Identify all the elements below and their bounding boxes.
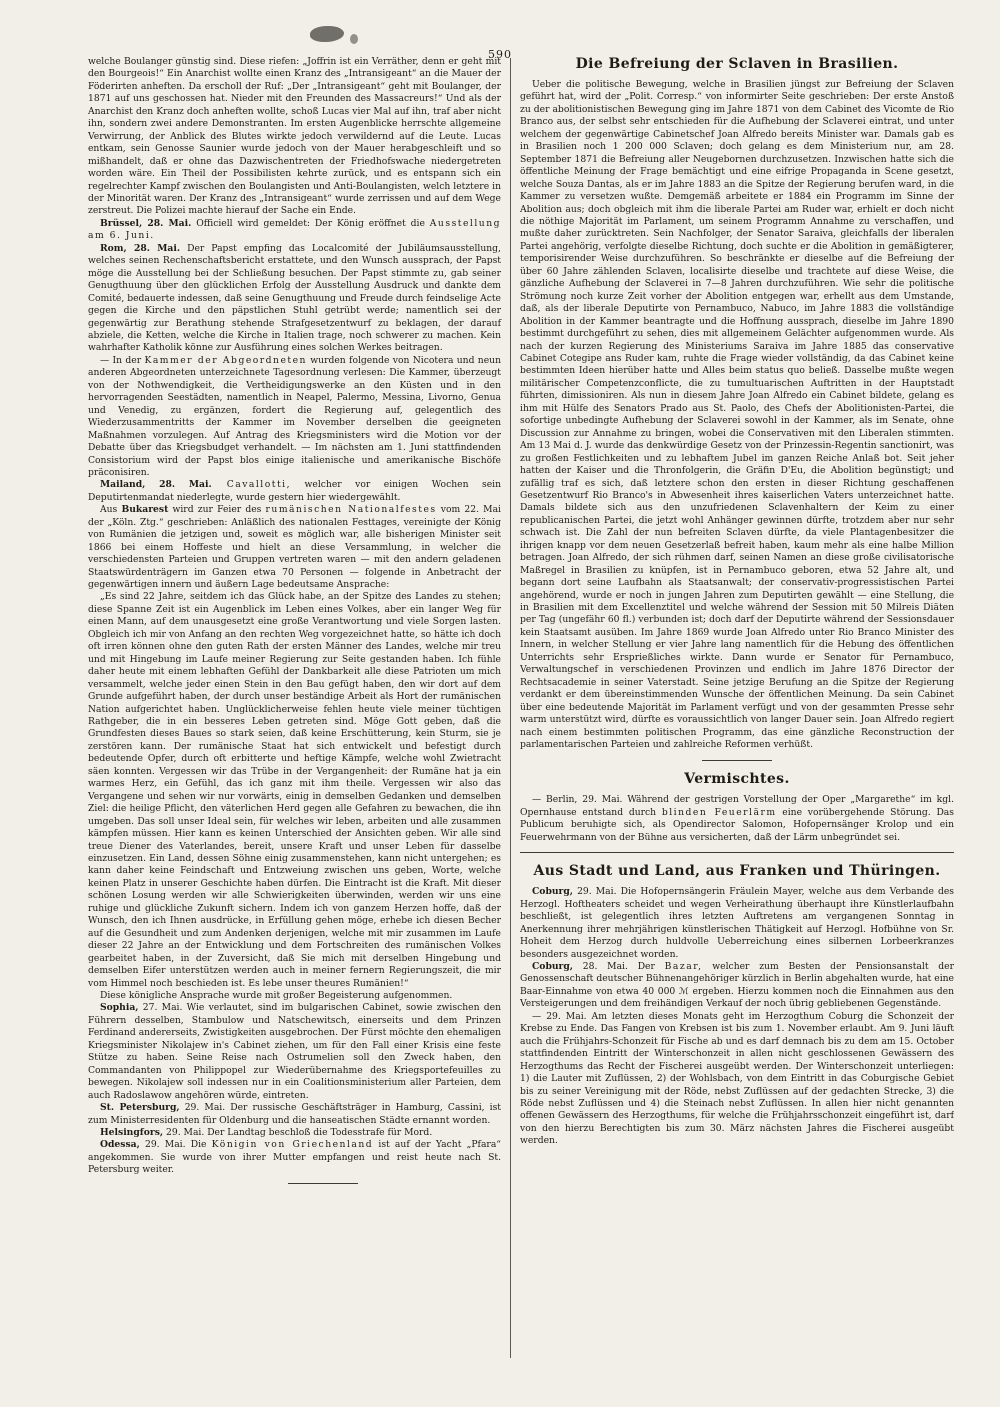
speech-reception: Diese königliche Ansprache wurde mit großer Begeisterung aufgenommen. [100, 989, 453, 1001]
dateline-helsingfors: Helsingfors, [100, 1126, 164, 1138]
section-separator [702, 760, 772, 761]
bukarest-report: Aus Bukarest wird zur Feier des rumänischen Nationalfestes vom 22. Mai der „Köln. Ztg.“ geschrieben: Anläßlich des nationalen Festtages, vereinigte der König von Rumänien die jetzigen und, soweit es möglich war, alle bisherigen Minister seit 1866 bei einem Hoffeste und hielt an diese Versammlung, in welcher die verschiedensten Parteien und Gruppen vertreten waren — mit den andern geladenen Staatswürdenträgern im Ganzen etwa 70 Personen — folgende in Anbetracht der gegenwärtigen innern und äußern Lage bedeutsame Ansprache: [88, 504, 501, 591]
odessa-report: Odessa, 29. Mai. Die Königin von Griechenland ist auf der Yacht „Pfara“ angekommen. Sie wurde von ihrer Mutter empfangen und reist heute nach St. Petersburg weiter. [88, 1139, 501, 1176]
right-column [511, 56, 954, 1366]
petersburg-report: St. Petersburg, 29. Mai. Der russische Geschäftsträger in Hamburg, Cassini, ist zum Ministerresidenten für Oldenburg und die hanseatischen Städte ernannt worden. [88, 1102, 501, 1126]
section-separator [288, 1183, 358, 1184]
dateline-petersburg: St. Petersburg, [100, 1102, 180, 1114]
headline-sclaven: Die Befreiung der Sclaven in Brasilien. [575, 56, 899, 72]
helsingfors-report: Helsingfors, 29. Mai. Der Landtag beschloß die Todesstrafe für Mord. [100, 1126, 433, 1138]
rom-report: Rom, 28. Mai. Der Papst empfing das Localcomité der Jubiläumsausstellung, welches seinen Rechenschaftsbericht erstattete, und den Wunsch aussprach, der Papst möge die Ausstellung bei der Schließung besuchen. Der Papst stimmte zu, gab seiner Genugthuung über den glücklichen Erfolg der Ausstellung Ausdruck und dankte dem Comité, bedauerte indessen, daß seine Genugthuung und Freude durch feindselige Acte gegen die Kirche und den päpstlichen Stuhl getrübt werde; namentlich sei der gegenwärtig zur Berathung stehende Strafgesetzentwurf zu beklagen, der darauf abziele, die Ketten, welche die Kirche in Italien trage, noch schwerer zu machen. Kein wahrhafter Katholik könne zur Ausführung eines solchen Werkes beitragen. [88, 242, 501, 354]
coburg-report-3: — 29. Mai. Am letzten dieses Monats geht im Herzogthum Coburg die Schonzeit der Krebse zu Ende. Das Fangen von Krebsen ist bis zum 1. November erlaubt. Am 9. Juni läuft auch die Frühjahrs-Schonzeit für Fische ab und es darf demnach bis zu dem am 15. October stattfindenden Eintritt der Winterschonzeit in allen nicht geschlossenen Gewässern des Herzogthums das Recht der Fischerei ausgeübt werden. Der Winterschonzeit unterliegen: 1) die Lauter mit Zuflüssen, 2) der Wohlsbach, von dem Eintritt in das Coburgische Gebiet bis zu seiner Vereinigung mit der Röde, nebst Zuflüssen auf der gedachten Strecke, 3) die Röde nebst Zuflüssen und 4) die Steinach nebst Zuflüssen. In allen hier nicht genannten offenen Gewässern des Herzogthums, für welche die Frühjahrsschonzeit eingeführt ist, darf von den hierzu Berechtigten bis zum 30. März nächsten Jahres die Fischerei ausgeübt werden. [520, 1010, 954, 1147]
coburg-report-2: Coburg, 28. Mai. Der Bazar, welcher zum Besten der Pensionsanstalt der Genossenschaft deutscher Bühnenangehöriger kürzlich in Berlin abgehalten wurde, hat eine Baar-Einnahme von etwa 40 000 ℳ ergeben. Hierzu kommen noch die Einnahmen aus den Versteigerungen und dem freihändigen Verkauf der noch übrig gebliebenen Gegenstände. [520, 961, 954, 1010]
kammer-report: — In der Kammer der Abgeordneten wurden folgende von Nicotera und neun anderen Abgeordneten unterzeichnete Tagesordnung verlesen: Die Kammer, überzeugt von der Nothwendigkeit, die Vertheidigungswerke an den Küsten und in den hervorragenden Seestädten, namentlich in Neapel, Palermo, Messina, Livorno, Genua und Venedig, zu ergänzen, fordert die Regierung auf, gelegentlich des Wiederzusammentritts der Kammer im November derselben die geeigneten Maßnahmen vorzulegen. Auf Antrag des Kriegsministers wird die Motion vor der Debatte über das Kriegsbudget verhandelt. — Im nächsten am 1. Juni stattfindenden Consistorium wird der Papst blos einige italienische und amerikanische Bischöfe präconisiren. [88, 354, 501, 478]
paris-report: welche Boulanger günstig sind. Diese riefen: „Joffrin ist ein Verräther, denn er geht mit den Bourgeois!“ Ein Anarchist wollte einen Kranz des „Intransigeant“ an die Mauer der Föderirten anheften. Da erscholl der Ruf: „Der „Intransigeant“ geht mit Boulanger, der 1871 auf uns geschossen hat. Nieder mit den Freunden des Massacreurs!“ Und als der Anarchist den Kranz doch anheften wollte, schoß Lucas vier Mal auf ihn, traf aber nicht ihn, sondern zwei andere Demonstranten. Im ersten Augenblicke herrschte allgemeine Verwirrung, der Anblick des Blutes wirkte jedoch verwildernd auf die Leute. Lucas entkam, sein Genosse Saunier wurde jedoch von der Mauer herabgeschleift und so mißhandelt, daß er ohne das Dazwischentreten der Friedhofswache niedergetreten worden wäre. Ein Theil der Possibilisten kehrte zurück, und es entspann sich ein regelrechter Kampf zwischen den Boulangisten und Anti-Boulangisten, welch letztere in der Minorität waren. Der Kranz des „Intransigeant“ wurde zerrissen und auf dem Wege zerstreut. Die Polizei machte hierauf der Sache ein Ende. [88, 56, 501, 217]
dateline-coburg: Coburg, [532, 886, 574, 898]
page-number: 590 [488, 48, 512, 61]
dateline-sophia: Sophia, [100, 1002, 139, 1014]
royal-speech: „Es sind 22 Jahre, seitdem ich das Glück habe, an der Spitze des Landes zu stehen; diese Spanne Zeit ist ein Augenblick im Leben eines Volkes, aber ein langer Weg für einen Mann, auf dem unausgesetzt eine große Verantwortung und viele Sorgen lasten. Obgleich ich mir von Anfang an den rechten Weg vorgezeichnet hatte, so hätte ich doch oft irren können ohne den guten Rath der ersten Männer des Landes, welche mir treu und mit Hingebung im Laufe meiner Regierung zur Seite gestanden haben. Ich fühle daher heute mit einem lebhaften Gefühl der Dankbarkeit alle diese Patrioten um mich versammelt, welche jeder einen Stein in den Bau gefügt haben, den wir dort auf dem Grunde aufgeführt haben, der durch unser beständige Arbeit als Hort der rumänischen Nation aufgerichtet haben. Unglücklicherweise fehlen heute viele meiner tüchtigen Rathgeber, die in ein besseres Leben getreten sind. Möge Gott geben, daß die Grundfesten dieses Baues so stark seien, daß keine Erschütterung, kein Sturm, sie je zerstören kann. Der rumänische Staat hat sich entwickelt und befestigt durch bedeutende Opfer, durch oft erbitterte und heftige Kämpfe, welche wohl Zwietracht säen konnten. Vergessen wir das Trübe in der Vergangenheit: der Rumäne hat ja ein warmes Herz, ein Gefühl, das ich ganz mit ihm theile. Vergessen wir also das Vergangene und sehen wir nur vorwärts, einig in demselben Gedanken und demselben Ziel: die heilige Pflicht, den väterlichen Herd gegen alle Gefahren zu bewachen, die ihn umgeben. Das soll unser Ideal sein, für welches wir leben, arbeiten und alle zusammen kämpfen müssen. Hier kann es keinen Unterschied der Ansichten geben. Wir alle sind treue Diener des Vaterlandes, bereit, unsere Kraft und unser Leben für dasselbe einzusetzen. Ein Land, dessen Söhne einig zusammenstehen, kann nicht untergehen; es kann daher keine Feindschaft und Entzweiung zwischen uns geben, Worte, welche keinen Platz in unserer Geschichte haben dürfen. Die Eintracht ist die Kraft. Mit dieser schönen Losung werden wir alle Schwierigkeiten überwinden, werden wir uns eine ruhige und glückliche Zukunft sichern. Indem ich von ganzem Herzen hoffe, daß der Wunsch, den ich Ihnen ausdrücke, in Erfüllung gehen möge, erhebe ich diesen Becher auf die Gesundheit und zum Andenken derjenigen, welche mit mir zusammen im Laufe dieser 22 Jahre an der Entwicklung und dem Fortschreiten des rumänischen Volkes gearbeitet haben, in der Zuversicht, daß Sie mich mit derselben Hingebung und demselben Eifer unterstützen werden auch in meiner fernern Regierungszeit, die mir vom Himmel noch beschieden ist. Es lebe unser theures Rumänien!“ [88, 591, 501, 989]
section-rule [520, 852, 954, 853]
left-column [88, 56, 510, 1366]
dateline-bruessel: Brüssel, 28. Mai. [100, 217, 192, 229]
mailand-report: Mailand, 28. Mai. Cavallotti, welcher vor einigen Wochen sein Deputirtenmandat niederlegte, wurde gestern hier wiedergewählt. [88, 479, 501, 503]
columns [88, 56, 956, 1366]
ink-blot [310, 26, 344, 42]
dateline-coburg: Coburg, [532, 961, 574, 972]
headline-stadt-und-land: Aus Stadt und Land, aus Franken und Thüringen. [533, 863, 941, 880]
dateline-rom: Rom, 28. Mai. [100, 242, 181, 254]
dateline-mailand: Mailand, 28. Mai. [100, 479, 212, 491]
dateline-odessa: Odessa, [100, 1139, 140, 1151]
sophia-report: Sophia, 27. Mai. Wie verlautet, sind im bulgarischen Cabinet, sowie zwischen den Führern desselben, Stambulow und Natschewitsch, einerseits und dem Prinzen Ferdinand andererseits, Zwistigkeiten ausgebrochen. Der Fürst möchte den ehemaligen Kriegsminister Nikolajew in's Cabinet ziehen, um für den Fall einer Krisis eine feste Stütze zu haben. Seine Reise nach Ostrumelien soll den Zweck haben, den Commandanten von Philippopel zur Wiederübernahme des Kriegsportefeuilles zu bewegen. Nikolajew soll indessen nur in ein Coalitionsministerium aller Parteien, dem auch Radoslawow angehören würde, eintreten. [88, 1002, 501, 1101]
berlin-report: — Berlin, 29. Mai. Während der gestrigen Vorstellung der Oper „Margarethe“ im kgl. Opernhause entstand durch blinden Feuerlärm eine vorübergehende Störung. Das Publicum beruhigte sich, als Opendirector Salomon, Hofopernsänger Krolop und ein Feuerwehrmann von der Bühne aus versicherten, daß der Lärm unbegründet sei. [520, 794, 954, 843]
dateline-bukarest: Bukarest [121, 504, 169, 516]
article-sclaven: Ueber die politische Bewegung, welche in Brasilien jüngst zur Befreiung der Sclaven geführt hat, wird der „Polit. Corresp.“ von informirter Seite geschrieben: Der erste Anstoß zu der abolitionistischen Bewegung ging im Jahre 1871 von dem Cabinet des Vicomte de Rio Branco aus, der selbst sehr entschieden für die Aufhebung der Sclaverei eintrat, und unter welchem der gegenwärtige Cabinetschef Joan Alfredo bereits Minister war. Damals gab es in Brasilien noch 1 200 000 Sclaven; doch gelang es dem Ministerium nur, am 28. September 1871 die Befreiung aller Neugebornen durchzusetzen. Inzwischen hatte sich die öffentliche Meinung der Frage bemächtigt und eine eifrige Propaganda in Scene gesetzt, welche Souza Dantas, als er im Jahre 1883 an die Spitze der Regierung berufen ward, in die Kammer zu versetzen wußte. Demgemäß arbeitete er 1884 ein Programm im Sinne der Abolition aus; doch obgleich mit ihm die liberale Partei am Ruder war, erhielt er doch nicht die nöthige Majorität im Parlament, um seinem Programm Annahme zu verschaffen, und mußte daher zurücktreten. Sein Nachfolger, der Senator Saraiva, gleichfalls der liberalen Partei angehörig, verfolgte dieselbe Richtung, doch suchte er die Abolition in gemäßigterer, temporisirender Weise durchzuführen. So beschränkte er dieselbe auf die Befreiung der über 60 Jahre zählenden Sclaven, localisirte dieselbe und trachtete auf diese Weise, die gänzliche Aufhebung der Sclaverei in 7—8 Jahren durchzuführen. Wie sehr die politische Strömung noch kurze Zeit vorher der Abolition entgegen war, erhellt aus dem Umstande, daß, als der liberale Deputirte von Pernambuco, Nabuco, im Jahre 1883 die vollständige Abolition in der Kammer beantragte und die Hoffnung aussprach, dieselbe im Jahre 1890 bestimmt durchgeführt zu sehen, dies mit allgemeinem Gelächter aufgenommen wurde. Als nach der kurzen Regierung des Ministeriums Saraiva im Jahre 1885 das conservative Cabinet Cotegipe ans Ruder kam, ruhte die Frage wieder vollständig, da das Cabinet keine bestimmten Ideen hierüber hatte und Alles beim status quo beließ. Dasselbe mußte wegen militärischer Competenzconflicte, die zu tumultuarischen Auftritten in der Hauptstadt führten, dimissioniren. Als nun in diesem Jahre Joan Alfredo ein Cabinet bildete, gelang es ihm mit Hülfe des Senators Prado aus St. Paolo, des Chefs der Abolitionisten-Partei, die sofortige unbedingte Aufhebung der Sclaverei sowohl in der Kammer, als im Senate, ohne Discussion zur Annahme zu bringen, wobei die Conservativen mit den Liberalen stimmten. Am 13 Mai d. J. wurde das denkwürdige Gesetz von der Prinzessin-Regentin sanctionirt, was zu großen Festlichkeiten und zu lebhaftem Jubel im ganzen Reiche Anlaß bot. Seit jeher hatten der Kaiser und die Thronfolgerin, die Gräfin D'Eu, die Abolition begünstigt; und zufällig traf es sich, daß letztere schon den ersten in dieser Richtung geschaffenen Gesetzentwurf Rio Branco's in Abwesenheit ihres kaiserlichen Vaters unterzeichnet hatte. Damals bildete sich aus den unzufriedenen Sclavenhaltern der Keim zu einer republicanischen Partei, die jetzt wohl Anhänger gewinnen dürfte, trotzdem aber nur sehr schwach ist. Die Zahl der nun befreiten Sclaven dürfte, da viele Plantagenbesitzer die ihrigen knapp vor dem neuen Gesetzerlaß befreit haben, kaum mehr als eine halbe Million betragen. Joan Alfredo, der sich rühmen darf, seinen Namen an diese große civilisatorische Maßregel in Brasilien zu knüpfen, ist in Pernambuco geboren, etwa 52 Jahre alt, und begann dort seine Laufbahn als Staatsanwalt; der conservativ-progressistischen Partei angehörend, wurde er noch in jungen Jahren zum Deputirten gewählt — eine Stellung, die in Brasilien mit dem Excellenztitel und welche während der Session mit 50 Milreis Diäten per Tag (ungefähr 60 fl.) verbunden ist; doch darf der Deputirte während der Sessionsdauer kein Staatsamt ausüben. Im Jahre 1869 wurde Joan Alfredo unter Rio Branco Minister des Innern, in welcher Stellung er vier Jahre lang namentlich für die Hebung des öffentlichen Unterrichts sehr Ersprießliches wirkte. Dann wurde er Senator für Pernambuco, Verwaltungschef in verschiedenen Provinzen und endlich im Jahre 1876 Director der Rechtsacademie in seiner Vaterstadt. Seine jetzige Berufung an die Spitze der Regierung verdankt er dem übereinstimmenden Wunsche der öffentlichen Meinung. Da sein Cabinet über eine bedeutende Majorität im Parlament verfügt und von der gesammten Presse sehr warm unterstützt wird, dürfte es voraussichtlich von langer Dauer sein. Joan Alfredo regiert nach einem bestimmten politischen Programm, das eine gänzliche Reconstruction der parlamentarischen Parteien und zahlreiche Reformen verhüßt. [520, 79, 954, 751]
ink-blot-small [350, 34, 358, 44]
headline-vermischtes: Vermischtes. [684, 771, 790, 788]
bruessel-report: Brüssel, 28. Mai. Officiell wird gemeldet: Der König eröffnet die Ausstellung am 6. Juni. [88, 217, 502, 242]
coburg-report-1: Coburg, 29. Mai. Die Hofopernsängerin Fräulein Mayer, welche aus dem Verbande des Herzogl. Hoftheaters scheidet und wegen Verheirathung überhaupt ihre Künstlerlaufbahn beschließt, ist gelegentlich ihres letzten Auftretens am vergangenen Sonntag in Anerkennung ihrer mehrjährigen künstlerischen Thätigkeit auf Herzogl. Hofbühne von Sr. Hoheit dem Herzog durch huldvolle Ueberreichung eines silbernen Lorbeerkranzes besonders ausgezeichnet worden. [520, 886, 954, 960]
dateline-berlin: — Berlin, [532, 794, 578, 806]
